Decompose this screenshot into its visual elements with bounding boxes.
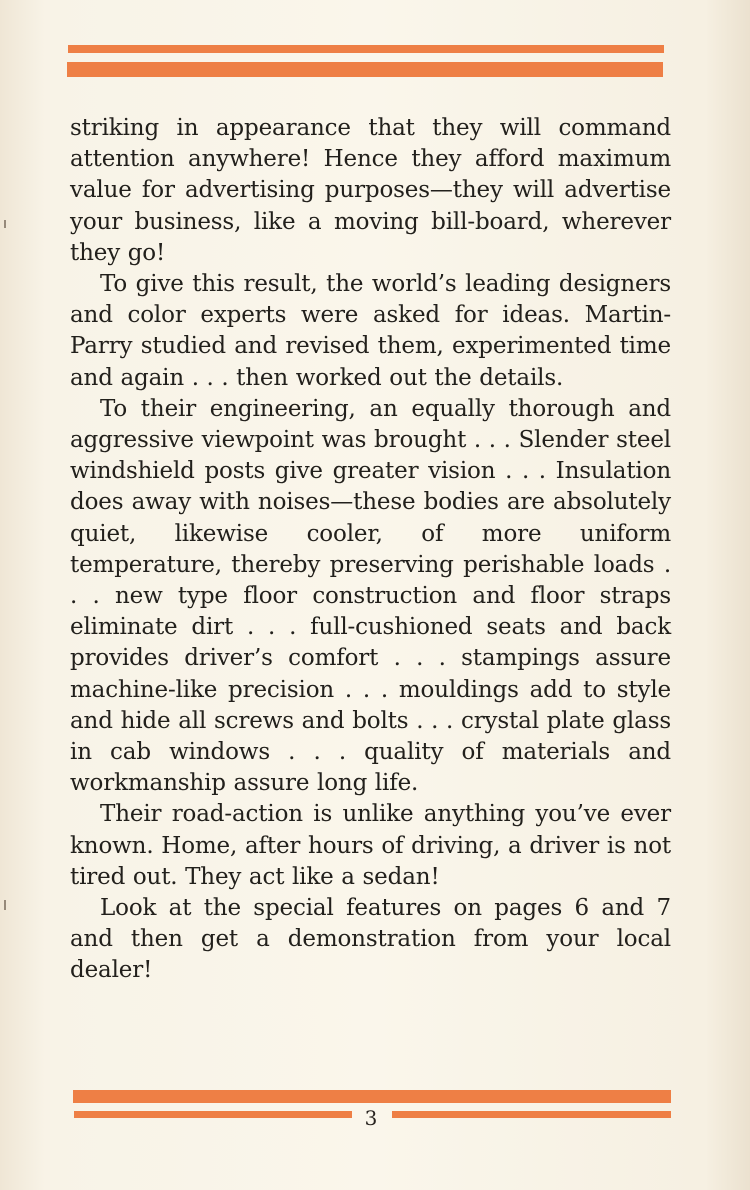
- page-edge-mark: [4, 900, 6, 910]
- page-number: 3: [364, 1106, 378, 1130]
- bottom-orange-rule-right: [392, 1111, 671, 1118]
- paragraph-2: To give this result, the world’s leading designers and color experts were asked for ideas. Martin-Parry studied and revised them, experimented time and again . . . then worked out the details.: [70, 271, 671, 391]
- body-text: [70, 113, 671, 987]
- paragraph-3: To their engineering, an equally thorough and aggressive viewpoint was brought . . . Slender steel windshield posts give greater vision . . . Insulation does away with noises—these bodies are absolutely quiet, likewise cooler, of more uniform temperature, thereby preserving perishable loads . . . new type floor construction and floor straps eliminate dirt . . . full-cushioned seats and back provides driver’s comfort . . . stampings assure machine-like precision . . . mouldings add to style and hide all screws and bolts . . . crystal plate glass in cab windows . . . quality of materials and workmanship assure long life.: [70, 395, 671, 797]
- top-orange-rule-thin: [68, 45, 664, 53]
- paragraph-4: Their road-action is unlike anything you’ve ever known. Home, after hours of driving, a driver is not tired out. They act like a sedan!: [70, 801, 671, 890]
- page-edge-mark: [4, 220, 6, 228]
- top-orange-rule-thick: [67, 62, 663, 77]
- bottom-orange-rule-left: [74, 1111, 352, 1118]
- bottom-orange-rule-thick: [73, 1090, 671, 1103]
- paragraph-1: striking in appearance that they will command attention anywhere! Hence they afford maximum value for advertising purposes—they will advertise your business, like a moving bill-board, wherever they go!: [70, 115, 671, 266]
- paragraph-5: Look at the special features on pages 6 and 7 and then get a demonstration from your local dealer!: [70, 895, 671, 984]
